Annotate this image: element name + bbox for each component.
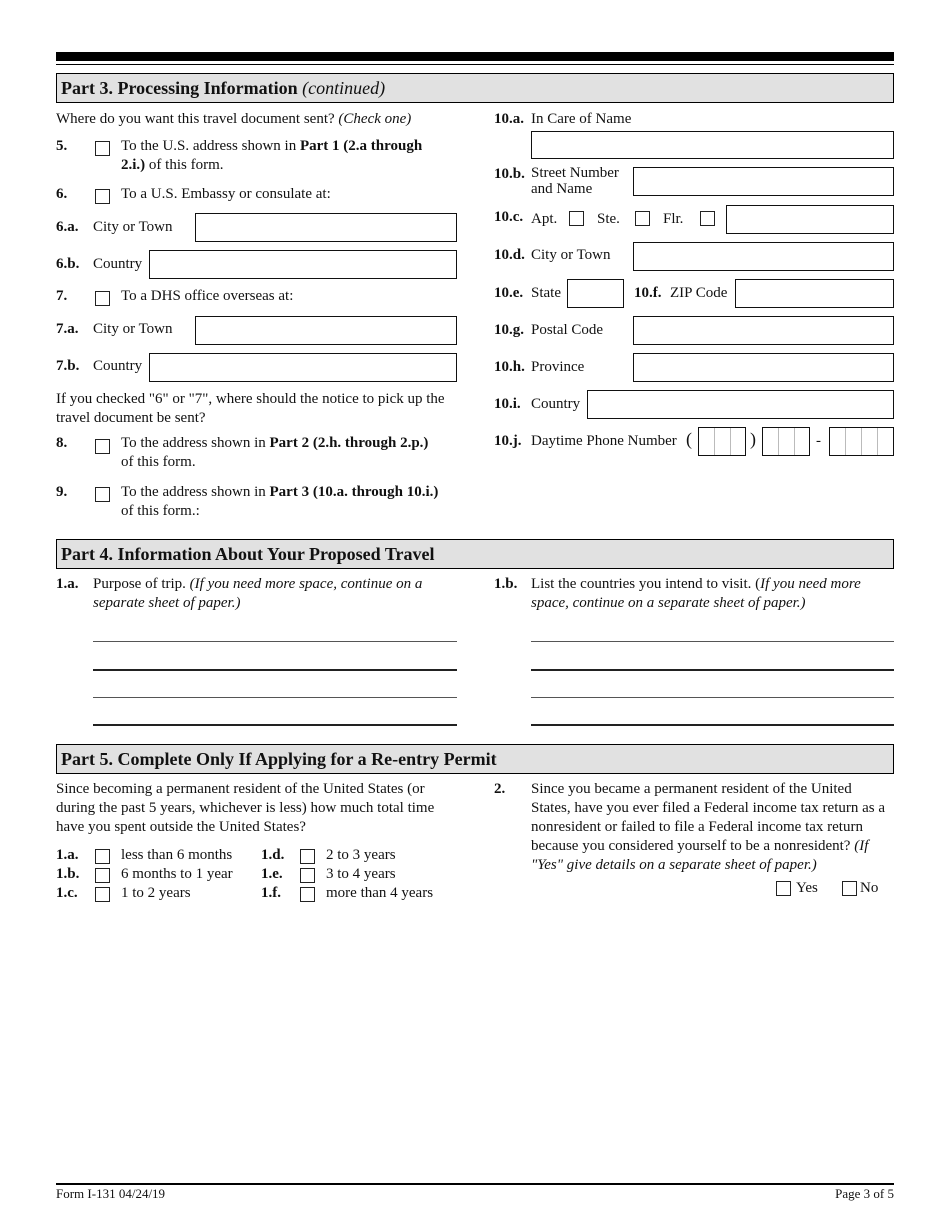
part4-item1a-number: 1.a. bbox=[56, 576, 79, 592]
item10b-number: 10.b. bbox=[494, 166, 525, 182]
item10i-label: Country bbox=[531, 396, 581, 412]
option-1b-number: 1.b. bbox=[56, 866, 80, 882]
item10h-number: 10.h. bbox=[494, 359, 525, 375]
part3-title: Part 3. Processing Information bbox=[61, 78, 298, 98]
part5-title: Part 5. Complete Only If Applying for a Re-entry Permit bbox=[61, 749, 497, 769]
part4-item1b-number: 1.b. bbox=[494, 576, 518, 592]
countries-line-1[interactable] bbox=[531, 641, 894, 642]
phone-close-paren: ) bbox=[750, 429, 756, 449]
item10f-number: 10.f. bbox=[634, 285, 662, 301]
option-1c-checkbox[interactable] bbox=[95, 887, 110, 902]
item10b-label: Street Number and Name bbox=[531, 165, 619, 197]
item10g-label: Postal Code bbox=[531, 322, 604, 338]
option-1d-checkbox[interactable] bbox=[300, 849, 315, 864]
item9-text-line2: of this form.: bbox=[121, 503, 200, 519]
item7a-number: 7.a. bbox=[56, 321, 79, 337]
item10i-country-input[interactable] bbox=[587, 390, 894, 419]
notice-question: If you checked "6" or "7", where should the notice to pick up the travel document be sent? bbox=[56, 391, 445, 426]
part4-header bbox=[56, 539, 894, 569]
item8-text-line2: of this form. bbox=[121, 454, 196, 470]
option-1e-checkbox[interactable] bbox=[300, 868, 315, 883]
item6b-country-input[interactable] bbox=[149, 250, 457, 279]
part3-header bbox=[56, 73, 894, 103]
part5-header bbox=[56, 744, 894, 774]
item10f-zip-input[interactable] bbox=[735, 279, 894, 308]
option-1b-label: 6 months to 1 year bbox=[121, 866, 233, 882]
item9-number: 9. bbox=[56, 484, 68, 500]
option-1d-number: 1.d. bbox=[261, 847, 285, 863]
footer-rule bbox=[56, 1183, 894, 1185]
item10i-number: 10.i. bbox=[494, 396, 521, 412]
option-1a-checkbox[interactable] bbox=[95, 849, 110, 864]
item10a-number: 10.a. bbox=[494, 111, 524, 127]
option-1a-number: 1.a. bbox=[56, 847, 79, 863]
option-1d-label: 2 to 3 years bbox=[326, 847, 396, 863]
purpose-line-3[interactable] bbox=[93, 697, 457, 698]
item8-checkbox[interactable] bbox=[95, 439, 110, 454]
item10g-postal-input[interactable] bbox=[633, 316, 894, 345]
item10d-label: City or Town bbox=[531, 247, 611, 263]
item7-text: To a DHS office overseas at: bbox=[121, 288, 294, 304]
phone-prefix-input[interactable] bbox=[762, 427, 810, 456]
purpose-line-1[interactable] bbox=[93, 641, 457, 642]
question-where-sent: Where do you want this travel document sent? (Check one) bbox=[56, 111, 412, 127]
ste-checkbox[interactable] bbox=[635, 211, 650, 226]
option-1f-label: more than 4 years bbox=[326, 885, 434, 901]
option-1c-number: 1.c. bbox=[56, 885, 78, 901]
flr-label: Flr. bbox=[663, 211, 684, 227]
purpose-line-2[interactable] bbox=[93, 669, 457, 671]
option-1e-label: 3 to 4 years bbox=[326, 866, 396, 882]
part5-intro: Since becoming a permanent resident of the United States (or during the past 5 years, whichever is less) how much total time have you spent outside the United States? bbox=[56, 781, 435, 835]
item6b-label: Country bbox=[93, 256, 143, 272]
part4-item1b-text: List the countries you intend to visit. (If you need more space, continue on a separate sheet of paper.) bbox=[531, 576, 861, 611]
option-1e-number: 1.e. bbox=[261, 866, 283, 882]
option-1a-label: less than 6 months bbox=[121, 847, 233, 863]
item10c-number: 10.c. bbox=[494, 209, 524, 225]
apt-checkbox[interactable] bbox=[569, 211, 584, 226]
item5-text: To the U.S. address shown in Part 1 (2.a through bbox=[121, 138, 423, 154]
item7-number: 7. bbox=[56, 288, 68, 304]
item10h-label: Province bbox=[531, 359, 585, 375]
item8-text: To the address shown in Part 2 (2.h. through 2.p.) bbox=[121, 435, 429, 451]
no-label: No bbox=[860, 880, 879, 896]
item6-checkbox[interactable] bbox=[95, 189, 110, 204]
item7b-number: 7.b. bbox=[56, 358, 80, 374]
yes-label: Yes bbox=[796, 880, 818, 896]
item10e-label: State bbox=[531, 285, 561, 301]
footer-form-id: Form I-131 04/24/19 bbox=[56, 1186, 166, 1201]
flr-checkbox[interactable] bbox=[700, 211, 715, 226]
item6a-city-input[interactable] bbox=[195, 213, 457, 242]
option-1f-number: 1.f. bbox=[261, 885, 281, 901]
option-1b-checkbox[interactable] bbox=[95, 868, 110, 883]
item6-number: 6. bbox=[56, 186, 68, 202]
item10d-number: 10.d. bbox=[494, 247, 525, 263]
item5-checkbox[interactable] bbox=[95, 141, 110, 156]
phone-line-number-input[interactable] bbox=[829, 427, 894, 456]
apt-label: Apt. bbox=[531, 211, 558, 227]
item8-number: 8. bbox=[56, 435, 68, 451]
item5-number: 5. bbox=[56, 138, 68, 154]
item10e-state-input[interactable] bbox=[567, 279, 624, 308]
part3-title-continued: (continued) bbox=[302, 78, 386, 98]
item10j-label: Daytime Phone Number bbox=[531, 433, 677, 449]
item6b-number: 6.b. bbox=[56, 256, 80, 272]
item10b-street-input[interactable] bbox=[633, 167, 894, 196]
phone-open-paren: ( bbox=[686, 429, 692, 449]
phone-area-code-input[interactable] bbox=[698, 427, 746, 456]
item7a-city-input[interactable] bbox=[195, 316, 457, 345]
item6a-label: City or Town bbox=[93, 219, 173, 235]
top-rule bbox=[56, 52, 894, 61]
item6-text: To a U.S. Embassy or consulate at: bbox=[121, 186, 331, 202]
item7b-country-input[interactable] bbox=[149, 353, 457, 382]
option-1c-label: 1 to 2 years bbox=[121, 885, 191, 901]
footer-page-number: Page 3 of 5 bbox=[835, 1186, 894, 1201]
item5-text-line2: 2.i.) of this form. bbox=[121, 157, 224, 173]
item10a-care-of-input[interactable] bbox=[531, 131, 894, 159]
purpose-line-4[interactable] bbox=[93, 724, 457, 726]
part5-item2-text: Since you became a permanent resident of the United States, have you ever filed a Federal income tax return as a nonresident or failed to file a Federal income tax return because you considered yourself to be a nonresident? (If "Yes" give details on a separate sheet of paper.) bbox=[531, 781, 886, 873]
part4-item1a-text: Purpose of trip. (If you need more space, continue on a separate sheet of paper.) bbox=[93, 576, 423, 611]
item10h-province-input[interactable] bbox=[633, 353, 894, 382]
phone-dash: - bbox=[816, 433, 821, 449]
item7-checkbox[interactable] bbox=[95, 291, 110, 306]
item9-checkbox[interactable] bbox=[95, 487, 110, 502]
item10a-label: In Care of Name bbox=[531, 111, 632, 127]
item7a-label: City or Town bbox=[93, 321, 173, 337]
yes-checkbox[interactable] bbox=[776, 881, 791, 896]
item6a-number: 6.a. bbox=[56, 219, 79, 235]
no-checkbox[interactable] bbox=[842, 881, 857, 896]
item10g-number: 10.g. bbox=[494, 322, 524, 338]
item10j-number: 10.j. bbox=[494, 433, 522, 449]
item10f-label: ZIP Code bbox=[670, 285, 728, 301]
item10d-city-input[interactable] bbox=[633, 242, 894, 271]
part5-item2-number: 2. bbox=[494, 781, 506, 797]
item9-text: To the address shown in Part 3 (10.a. through 10.i.) bbox=[121, 484, 439, 500]
countries-line-2[interactable] bbox=[531, 669, 894, 671]
part4-title: Part 4. Information About Your Proposed Travel bbox=[61, 544, 435, 564]
item10c-unit-input[interactable] bbox=[726, 205, 894, 234]
top-thin-rule bbox=[56, 64, 894, 65]
ste-label: Ste. bbox=[597, 211, 620, 227]
countries-line-4[interactable] bbox=[531, 724, 894, 726]
item10e-number: 10.e. bbox=[494, 285, 524, 301]
item7b-label: Country bbox=[93, 358, 143, 374]
countries-line-3[interactable] bbox=[531, 697, 894, 698]
option-1f-checkbox[interactable] bbox=[300, 887, 315, 902]
